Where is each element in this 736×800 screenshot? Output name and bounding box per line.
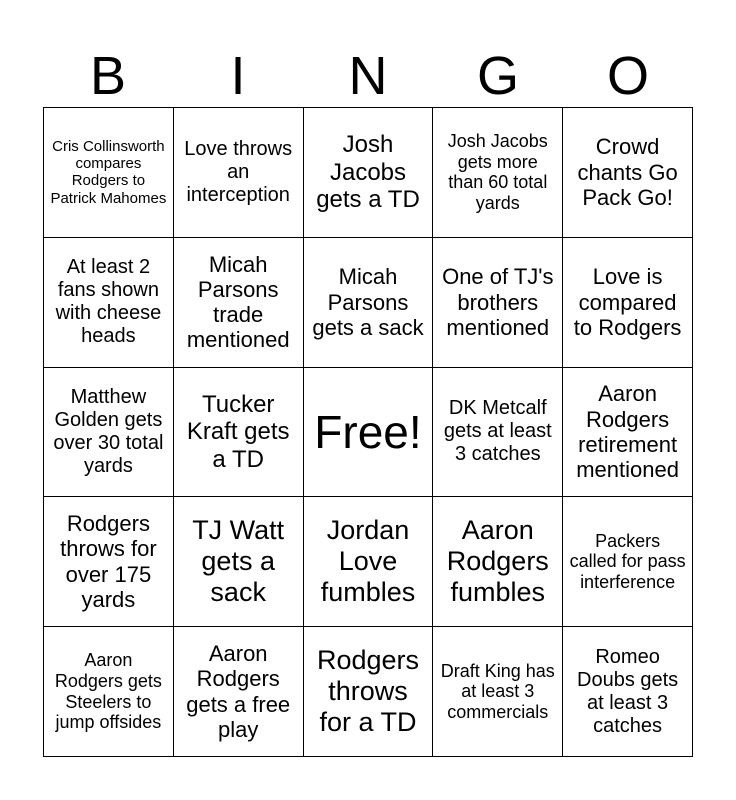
bingo-cell-r1c3[interactable]: Josh Jacobs gets a TD xyxy=(304,108,434,238)
header-letter-o: O xyxy=(606,46,649,106)
bingo-cell-r4c1[interactable]: Rodgers throws for over 175 yards xyxy=(44,497,174,627)
bingo-cell-r2c4[interactable]: One of TJ's brothers mentioned xyxy=(433,238,563,368)
bingo-cell-free[interactable]: Free! xyxy=(304,368,434,498)
bingo-cell-r5c5[interactable]: Romeo Doubs gets at least 3 catches xyxy=(563,627,693,757)
bingo-cell-r2c5[interactable]: Love is compared to Rodgers xyxy=(563,238,693,368)
bingo-cell-r4c4[interactable]: Aaron Rodgers fumbles xyxy=(433,497,563,627)
bingo-cell-r2c3[interactable]: Micah Parsons gets a sack xyxy=(304,238,434,368)
bingo-cell-r1c4[interactable]: Josh Jacobs gets more than 60 total yards xyxy=(433,108,563,238)
bingo-cell-r3c2[interactable]: Tucker Kraft gets a TD xyxy=(174,368,304,498)
bingo-cell-r4c5[interactable]: Packers called for pass interference xyxy=(563,497,693,627)
bingo-header xyxy=(43,44,693,108)
bingo-cell-r1c1[interactable]: Cris Collinsworth compares Rodgers to Patrick Mahomes xyxy=(44,108,174,238)
bingo-cell-r5c3[interactable]: Rodgers throws for a TD xyxy=(304,627,434,757)
bingo-cell-r3c1[interactable]: Matthew Golden gets over 30 total yards xyxy=(44,368,174,498)
bingo-cell-r5c4[interactable]: Draft King has at least 3 commercials xyxy=(433,627,563,757)
bingo-cell-r5c1[interactable]: Aaron Rodgers gets Steelers to jump offsides xyxy=(44,627,174,757)
bingo-cell-r5c2[interactable]: Aaron Rodgers gets a free play xyxy=(174,627,304,757)
bingo-cell-r1c2[interactable]: Love throws an interception xyxy=(174,108,304,238)
header-letter-g: G xyxy=(476,46,519,106)
bingo-cell-r4c3[interactable]: Jordan Love fumbles xyxy=(304,497,434,627)
bingo-cell-r2c1[interactable]: At least 2 fans shown with cheese heads xyxy=(44,238,174,368)
bingo-cell-r3c4[interactable]: DK Metcalf gets at least 3 catches xyxy=(433,368,563,498)
header-letter-i: I xyxy=(230,46,246,106)
bingo-cell-r1c5[interactable]: Crowd chants Go Pack Go! xyxy=(563,108,693,238)
header-letter-n: N xyxy=(348,46,388,106)
bingo-cell-r2c2[interactable]: Micah Parsons trade mentioned xyxy=(174,238,304,368)
bingo-cell-r3c5[interactable]: Aaron Rodgers retirement mentioned xyxy=(563,368,693,498)
bingo-cell-r4c2[interactable]: TJ Watt gets a sack xyxy=(174,497,304,627)
header-letter-b: B xyxy=(89,46,127,106)
bingo-board xyxy=(43,107,693,757)
